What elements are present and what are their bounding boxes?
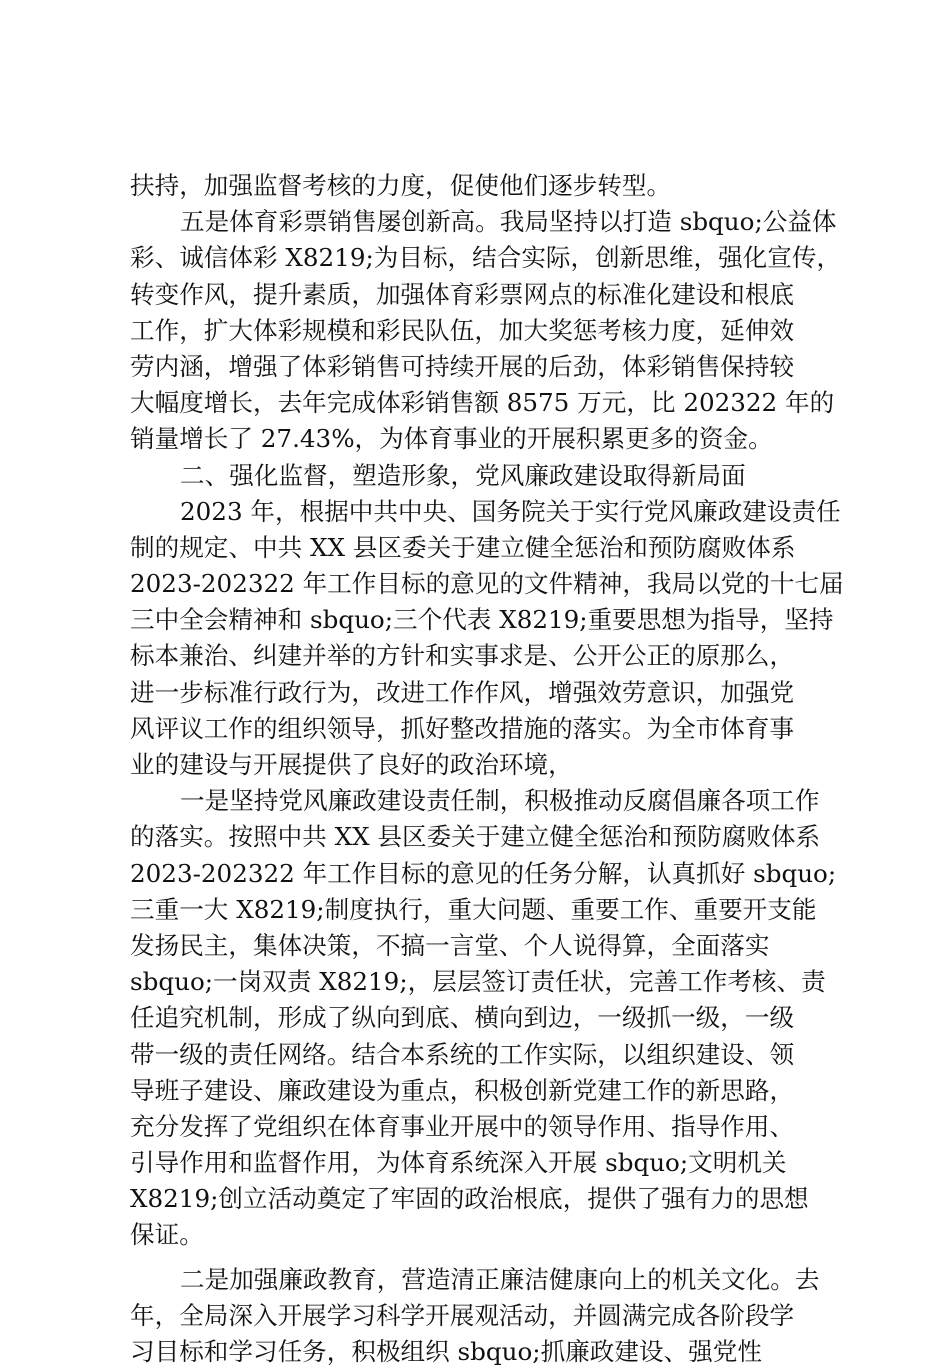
text-line: 任追究机制，形成了纵向到底、横向到边，一级抓一级，一级 [130, 1003, 795, 1033]
text-line: 转变作风，提升素质，加强体育彩票网点的标准化建设和根底 [130, 279, 795, 309]
text-line: 进一步标准行政行为，改进工作作风，增强效劳意识，加强党 [130, 677, 795, 707]
text-line: 制的规定、中共 XX 县区委关于建立健全惩治和预防腐败体系 [130, 532, 796, 562]
paragraph-start-line: 二是加强廉政教育，营造清正廉洁健康向上的机关文化。去 [180, 1264, 820, 1294]
text-line: 三重一大 X8219;制度执行，重大问题、重要工作、重要开支能 [130, 894, 817, 924]
text-line: 的落实。按照中共 XX 县区委关于建立健全惩治和预防腐败体系 [130, 822, 821, 852]
text-line: 2023-202322 年工作目标的意见的文件精神，我局以党的十七届 [130, 569, 844, 599]
text-line: 工作，扩大体彩规模和彩民队伍，加大奖惩考核力度，延伸效 [130, 315, 795, 345]
text-line: 习目标和学习任务，积极组织 sbquo;抓廉政建设、强党性 [130, 1337, 762, 1366]
text-line: 劳内涵，增强了体彩销售可持续开展的后劲，体彩销售保持较 [130, 351, 795, 381]
paragraph-gap [130, 1254, 835, 1262]
text-line: 导班子建设、廉政建设为重点，积极创新党建工作的新思路， [130, 1075, 795, 1105]
text-line: 2023-202322 年工作目标的意见的任务分解，认真抓好 sbquo; [130, 858, 837, 888]
text-line: 年，全局深入开展学习科学开展观活动，并圆满完成各阶段学 [130, 1300, 795, 1330]
text-line: 风评议工作的组织领导，抓好整改措施的落实。为全市体育事 [130, 713, 795, 743]
document-body [130, 168, 844, 1370]
text-line: 彩、诚信体彩 X8219;为目标，结合实际，创新思维，强化宣传， [130, 243, 842, 273]
section-heading: 二、强化监督，塑造形象，党风廉政建设取得新局面 [180, 460, 746, 490]
text-line: 充分发挥了党组织在体育事业开展中的领导作用、指导作用、 [130, 1111, 795, 1141]
paragraph-start-line: 一是坚持党风廉政建设责任制，积极推动反腐倡廉各项工作 [180, 786, 820, 816]
text-line: 标本兼治、纠建并举的方针和实事求是、公开公正的原那么， [130, 641, 795, 671]
text-line: 业的建设与开展提供了良好的政治环境， [130, 750, 573, 779]
text-line: 大幅度增长，去年完成体彩销售额 8575 万元，比 202322 年的 [130, 388, 835, 418]
paragraph-start-line: 五是体育彩票销售屡创新高。我局坚持以打造 sbquo;公益体 [180, 207, 837, 237]
text-line: 带一级的责任网络。结合本系统的工作实际，以组织建设、领 [130, 1039, 795, 1069]
text-line: X8219;创立活动奠定了牢固的政治根底，提供了强有力的思想 [130, 1184, 809, 1214]
text-line: 保证。 [130, 1220, 204, 1250]
text-line: 引导作用和监督作用，为体育系统深入开展 sbquo;文明机关 [130, 1148, 787, 1178]
text-line: 三中全会精神和 sbquo;三个代表 X8219;重要思想为指导，坚持 [130, 605, 834, 635]
text-line: 销量增长了 27.43%，为体育事业的开展积累更多的资金。 [130, 424, 773, 454]
paragraph-start-line: 2023 年，根据中共中央、国务院关于实行党风廉政建设责任 [180, 496, 841, 526]
text-line: 扶持，加强监督考核的力度，促使他们逐步转型。 [130, 171, 672, 200]
text-line: sbquo;一岗双责 X8219;，层层签订责任状，完善工作考核、责 [130, 967, 826, 997]
text-line: 发扬民主，集体决策，不搞一言堂、个人说得算，全面落实 [130, 930, 770, 960]
